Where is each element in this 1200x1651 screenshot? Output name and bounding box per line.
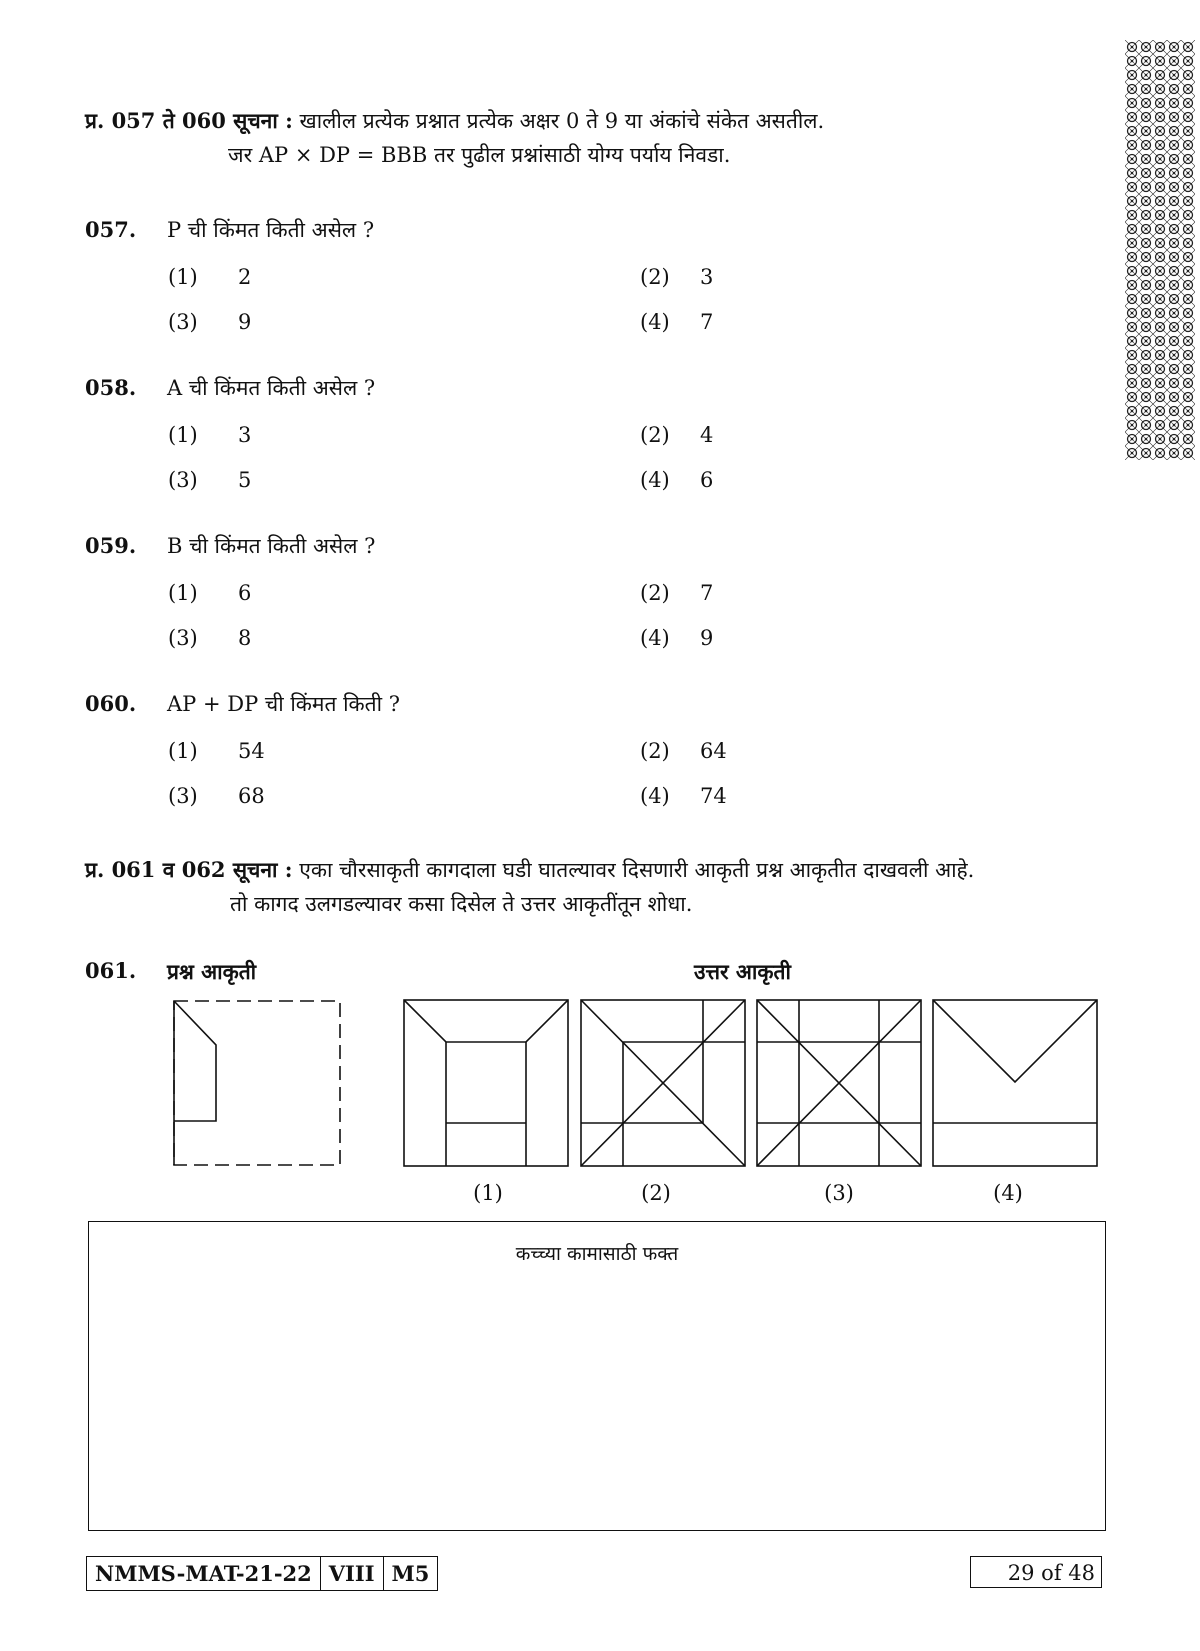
exam-code-text: NMMS-MAT-21-22 bbox=[95, 1561, 312, 1586]
option[interactable]: (2) 7 bbox=[640, 581, 714, 605]
question-059 bbox=[85, 532, 375, 560]
set-text: M5 bbox=[383, 1557, 438, 1590]
answer-caption: (4) bbox=[993, 1181, 1023, 1205]
question-text: B ची किंमत किती असेल ? bbox=[167, 534, 376, 558]
answer-figure-label: उत्तर आकृती bbox=[694, 959, 791, 984]
exam-code bbox=[86, 1556, 438, 1591]
decorative-border-pattern-icon bbox=[1125, 40, 1195, 460]
option[interactable]: (4) 6 bbox=[640, 468, 714, 492]
question-057 bbox=[85, 216, 374, 244]
instruction-line-1: खालील प्रत्येक प्रश्नात प्रत्येक अक्षर 0 ते 9 या अंकांचे संकेत असतील. bbox=[299, 109, 825, 133]
option[interactable]: (3) 5 bbox=[168, 468, 252, 492]
option[interactable]: (3) 9 bbox=[168, 310, 252, 334]
option[interactable]: (1) 6 bbox=[168, 581, 252, 605]
instruction-057-060 bbox=[85, 104, 824, 172]
answer-figure-1[interactable] bbox=[403, 999, 569, 1167]
rough-work-box bbox=[88, 1221, 1106, 1531]
instruction-line-2: तो कागद उलगडल्यावर कसा दिसेल ते उत्तर आकृतींतून शोधा. bbox=[230, 892, 693, 916]
question-number: 059. bbox=[85, 533, 137, 558]
instruction-line-1: एका चौरसाकृती कागदाला घडी घातल्यावर दिसणारी आकृती प्रश्न आकृतीत दाखवली आहे. bbox=[299, 858, 975, 882]
option[interactable]: (1) 2 bbox=[168, 265, 252, 289]
instruction-label: प्र. 057 ते 060 सूचना : bbox=[85, 108, 293, 133]
question-text: A ची किंमत किती असेल ? bbox=[167, 376, 376, 400]
question-058 bbox=[85, 374, 375, 402]
question-figure bbox=[172, 999, 342, 1167]
question-060 bbox=[85, 690, 400, 718]
instruction-061-062 bbox=[85, 853, 974, 921]
answer-caption: (3) bbox=[824, 1181, 854, 1205]
option[interactable]: (4) 9 bbox=[640, 626, 714, 650]
question-text: AP + DP ची किंमत किती ? bbox=[167, 692, 401, 716]
instruction-label: प्र. 061 व 062 सूचना : bbox=[85, 857, 293, 882]
option[interactable]: (3) 8 bbox=[168, 626, 252, 650]
option[interactable]: (2) 3 bbox=[640, 265, 714, 289]
option[interactable]: (2) 4 bbox=[640, 423, 714, 447]
page-number: 29 of 48 bbox=[970, 1556, 1102, 1588]
question-number: 060. bbox=[85, 691, 137, 716]
question-figure-label: प्रश्न आकृती bbox=[167, 959, 257, 984]
question-text: P ची किंमत किती असेल ? bbox=[167, 218, 375, 242]
question-number: 061. bbox=[85, 958, 137, 983]
option[interactable]: (4) 7 bbox=[640, 310, 714, 334]
answer-figure-2[interactable] bbox=[580, 999, 746, 1167]
option[interactable]: (3) 68 bbox=[168, 784, 265, 808]
answer-figure-3[interactable] bbox=[756, 999, 922, 1167]
question-number: 058. bbox=[85, 375, 137, 400]
answer-figure-4[interactable] bbox=[932, 999, 1098, 1167]
option[interactable]: (1) 54 bbox=[168, 739, 265, 763]
option[interactable]: (1) 3 bbox=[168, 423, 252, 447]
option[interactable]: (4) 74 bbox=[640, 784, 727, 808]
option[interactable]: (2) 64 bbox=[640, 739, 727, 763]
standard-text: VIII bbox=[320, 1557, 383, 1590]
instruction-line-2: जर AP × DP = BBB तर पुढील प्रश्नांसाठी योग्य पर्याय निवडा. bbox=[228, 143, 731, 167]
rough-work-title: कच्च्या कामासाठी फक्त bbox=[515, 1243, 679, 1265]
answer-caption: (2) bbox=[641, 1181, 671, 1205]
answer-caption: (1) bbox=[473, 1181, 503, 1205]
question-number: 057. bbox=[85, 217, 137, 242]
